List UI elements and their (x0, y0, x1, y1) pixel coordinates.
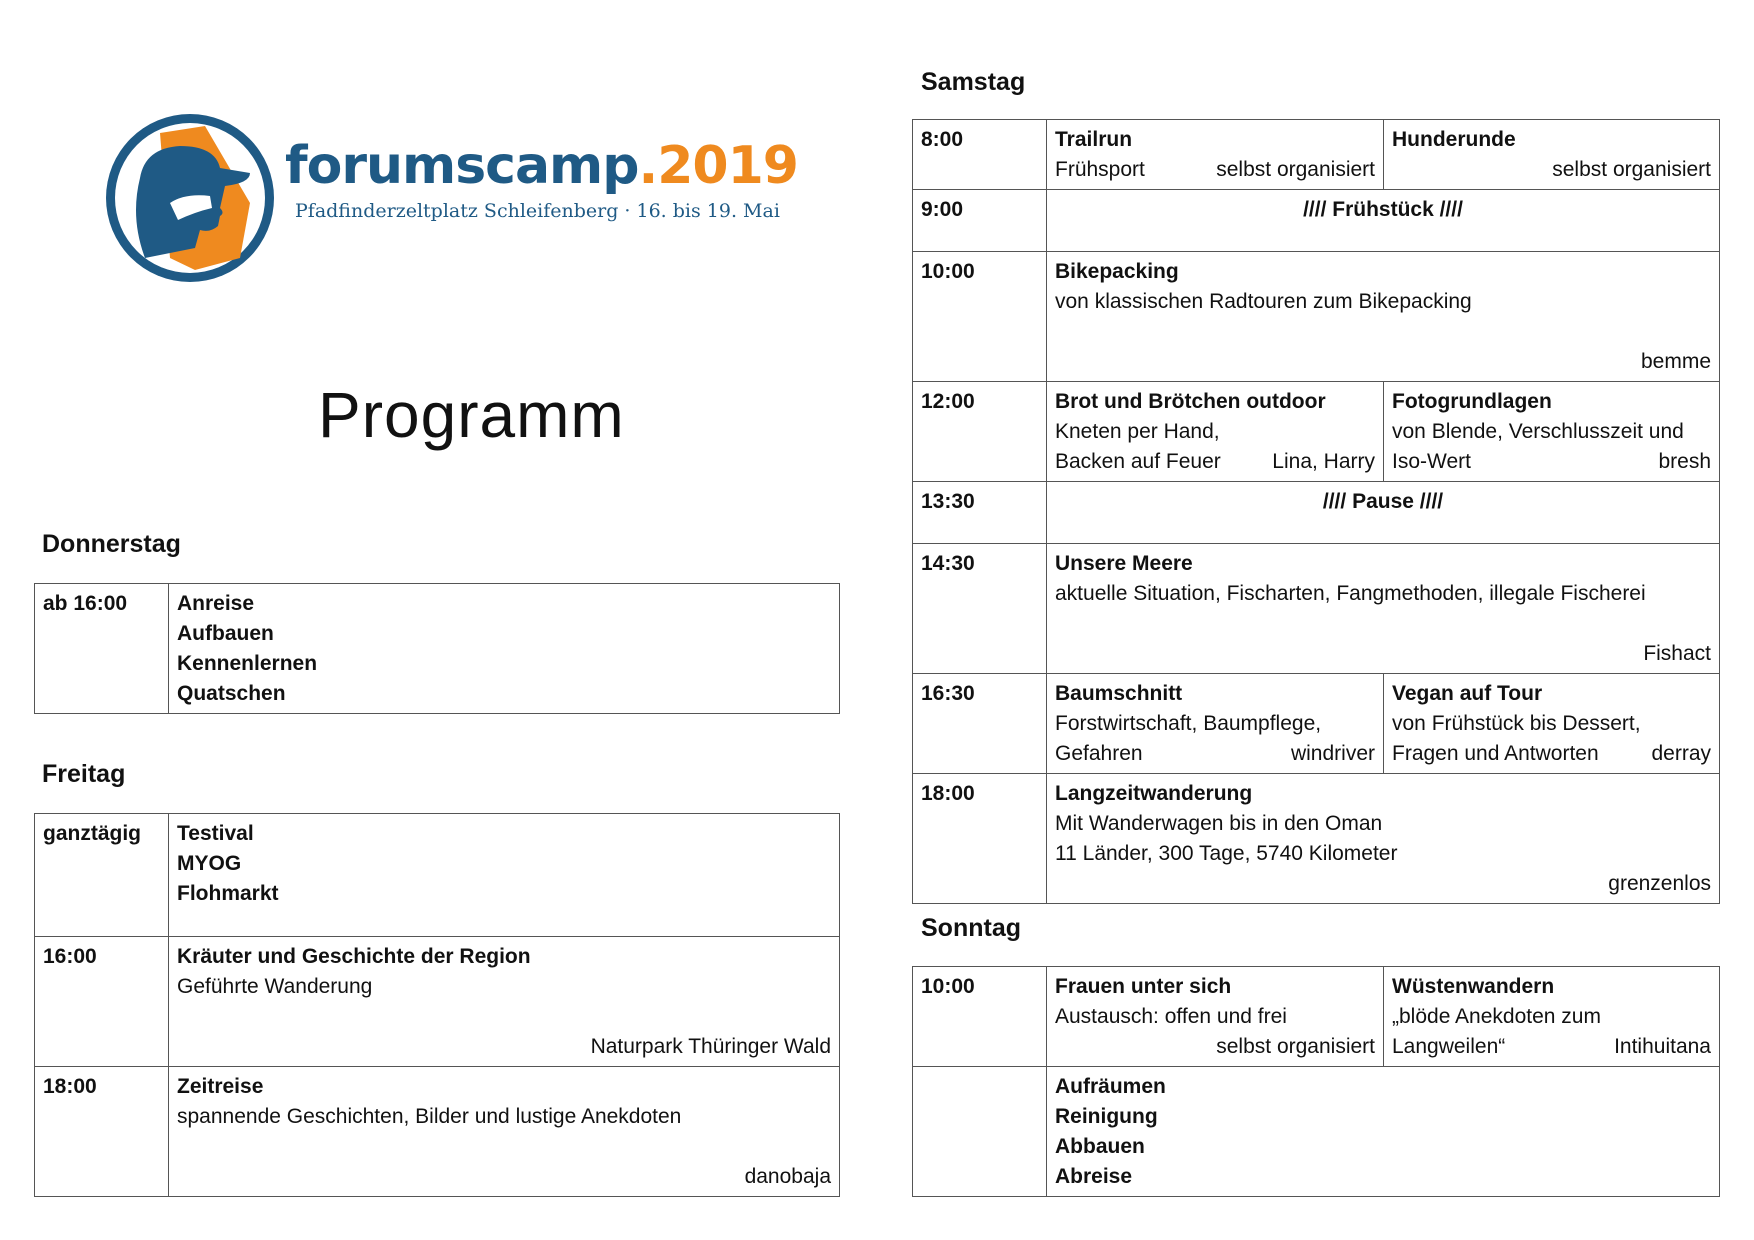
time-cell: 12:00 (913, 382, 1047, 482)
event-description: Forstwirtschaft, Baumpflege, (1055, 712, 1322, 735)
event-title: Brot und Brötchen outdoor (1055, 390, 1326, 413)
event-description: 11 Länder, 300 Tage, 5740 Kilometer (1055, 842, 1398, 865)
friday-schedule (34, 813, 840, 1197)
event-title: Vegan auf Tour (1392, 682, 1543, 705)
event-title: Aufräumen (1055, 1075, 1166, 1098)
time-cell: 18:00 (35, 1067, 169, 1197)
event-cell (1047, 544, 1720, 674)
day-heading-friday: Freitag (42, 760, 126, 788)
event-description: Geführte Wanderung (177, 975, 373, 998)
forumscamp-logo (100, 108, 798, 298)
event-title: Abbauen (1055, 1135, 1145, 1158)
table-row (913, 190, 1720, 252)
table-row (35, 1067, 840, 1197)
table-row (35, 584, 840, 714)
event-cell (1047, 967, 1384, 1067)
event-host: bresh (1658, 450, 1711, 473)
event-title: Fotogrundlagen (1392, 390, 1552, 413)
table-row (913, 1067, 1720, 1197)
time-cell: 14:30 (913, 544, 1047, 674)
table-row (913, 774, 1720, 904)
event-cell (1047, 774, 1720, 904)
table-row (913, 120, 1720, 190)
event-title: Langzeitwanderung (1055, 782, 1253, 805)
event-description: Mit Wanderwagen bis in den Oman (1055, 812, 1383, 835)
event-cell (1047, 674, 1384, 774)
event-host: selbst organisiert (1216, 158, 1375, 181)
break-cell: //// Frühstück //// (1047, 190, 1720, 252)
event-description: Gefahren (1055, 742, 1143, 765)
event-cell (1384, 967, 1720, 1067)
event-description: Langweilen“ (1392, 1035, 1506, 1058)
event-description: Frühsport (1055, 158, 1145, 181)
table-row (913, 674, 1720, 774)
event-title: Abreise (1055, 1165, 1133, 1188)
event-cell (169, 1067, 840, 1197)
event-title: Flohmarkt (177, 882, 279, 905)
event-title: Bikepacking (1055, 260, 1179, 283)
event-host: selbst organisiert (1552, 158, 1711, 181)
time-cell: ganztägig (35, 814, 169, 937)
event-title: Trailrun (1055, 128, 1133, 151)
event-title: MYOG (177, 852, 242, 875)
event-host: Naturpark Thüringer Wald (590, 1035, 831, 1058)
table-row (913, 544, 1720, 674)
event-title: Reinigung (1055, 1105, 1158, 1128)
event-description: von klassischen Radtouren zum Bikepacking (1055, 290, 1472, 313)
event-description: aktuelle Situation, Fischarten, Fangmethoden, illegale Fischerei (1055, 582, 1646, 605)
event-cell (169, 937, 840, 1067)
event-cell (1047, 252, 1720, 382)
thursday-schedule (34, 583, 840, 714)
event-title: Testival (177, 822, 254, 845)
table-row (913, 482, 1720, 544)
event-title: Kräuter und Geschichte der Region (177, 945, 531, 968)
event-host: selbst organisiert (1216, 1035, 1375, 1058)
time-cell: 9:00 (913, 190, 1047, 252)
event-description: Austausch: offen und frei (1055, 1005, 1287, 1028)
event-cell (1384, 382, 1720, 482)
time-cell: 13:30 (913, 482, 1047, 544)
day-heading-saturday: Samstag (921, 68, 1026, 96)
time-cell: ab 16:00 (35, 584, 169, 714)
event-title: Unsere Meere (1055, 552, 1193, 575)
event-description: Backen auf Feuer (1055, 450, 1221, 473)
time-cell: 18:00 (913, 774, 1047, 904)
event-title: Aufbauen (177, 622, 274, 645)
event-host: Lina, Harry (1272, 450, 1375, 473)
event-title: Baumschnitt (1055, 682, 1183, 705)
table-row (35, 937, 840, 1067)
event-description: „blöde Anekdoten zum (1392, 1005, 1601, 1028)
event-host: bemme (1640, 350, 1711, 373)
event-host: danobaja (744, 1165, 831, 1188)
day-heading-thursday: Donnerstag (42, 530, 181, 558)
logo-wordmark: forumscamp.2019 (285, 136, 798, 196)
event-title: Anreise (177, 592, 255, 615)
saturday-schedule (912, 119, 1720, 904)
event-cell (1384, 120, 1720, 190)
page-title: Programm (318, 379, 625, 451)
event-title: Zeitreise (177, 1075, 264, 1098)
event-host: Intihuitana (1614, 1035, 1711, 1058)
event-host: derray (1651, 742, 1711, 765)
event-description: Kneten per Hand, (1055, 420, 1220, 443)
sunday-schedule (912, 966, 1720, 1197)
event-description: Fragen und Antworten (1392, 742, 1599, 765)
event-host: grenzenlos (1608, 872, 1711, 895)
event-description: von Frühstück bis Dessert, (1392, 712, 1641, 735)
event-cell (169, 814, 840, 937)
event-host: Fishact (1643, 642, 1711, 665)
table-row (913, 382, 1720, 482)
event-title: Quatschen (177, 682, 286, 705)
logo-subtitle: Pfadfinderzeltplatz Schleifenberg · 16. bis 19. Mai (295, 200, 780, 222)
event-cell (1047, 120, 1384, 190)
break-cell: //// Pause //// (1047, 482, 1720, 544)
event-description: von Blende, Verschlusszeit und (1392, 420, 1684, 443)
time-cell: 10:00 (913, 967, 1047, 1067)
table-row (35, 814, 840, 937)
table-row (913, 252, 1720, 382)
event-cell (169, 584, 840, 714)
time-cell: 16:00 (35, 937, 169, 1067)
event-description: spannende Geschichten, Bilder und lustige Anekdoten (177, 1105, 682, 1128)
event-title: Kennenlernen (177, 652, 318, 675)
day-heading-sunday: Sonntag (921, 914, 1021, 942)
table-row (913, 967, 1720, 1067)
event-cell (1047, 382, 1384, 482)
event-cell (1047, 1067, 1720, 1197)
event-host: windriver (1290, 742, 1375, 765)
scout-head-icon (100, 108, 280, 288)
event-title: Wüstenwandern (1392, 975, 1555, 998)
event-description: Iso-Wert (1392, 450, 1471, 473)
time-cell: 10:00 (913, 252, 1047, 382)
time-cell: 16:30 (913, 674, 1047, 774)
time-cell (913, 1067, 1047, 1197)
time-cell: 8:00 (913, 120, 1047, 190)
event-title: Hunderunde (1392, 128, 1516, 151)
event-title: Frauen unter sich (1055, 975, 1232, 998)
event-cell (1384, 674, 1720, 774)
